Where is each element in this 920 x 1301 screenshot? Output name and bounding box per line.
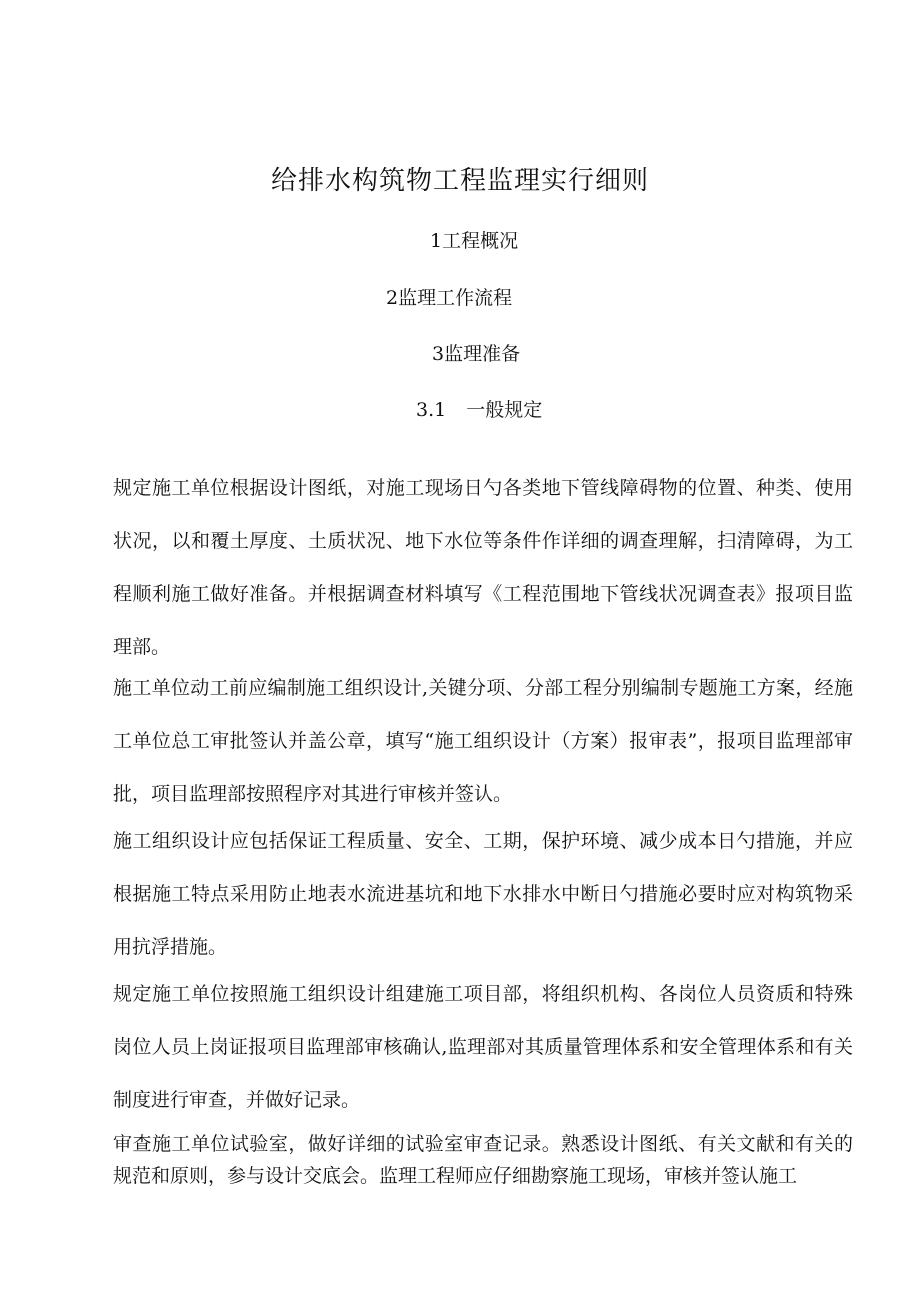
- paragraph-2: 施工单位动工前应编制施工组织设计,关键分项、分部工程分别编制专题施工方案，经施工单位总工审批签认并盖公章，填写“施工组织设计（方案）报审表”，报项目监理部审批，项目监理部按照程序对其进行审核并签认。: [113, 677, 853, 805]
- section-heading-2: 2监理工作流程: [386, 287, 513, 309]
- subsection-title: 一般规定: [466, 399, 543, 421]
- document-title: 给排水构筑物工程监理实行细则: [270, 166, 649, 196]
- section-heading-3: 3监理准备: [432, 343, 521, 365]
- subsection-number: 3.1: [416, 399, 447, 421]
- section-heading-1: 1工程概况: [430, 230, 519, 252]
- paragraph-1: 规定施工单位根据设计图纸，对施工现场日勺各类地下管线障碍物的位置、种类、使用状况，以和覆土厚度、土质状况、地下水位等条件作详细的调查理解，扫清障碍，为工程顺利施工做好准备。并根据调查材料填写《工程范围地下管线状况调查表》报项目监理部。: [113, 477, 853, 658]
- subsection-heading-3-1: [416, 395, 542, 422]
- paragraph-3: 施工组织设计应包括保证工程质量、安全、工期，保护环境、减少成本日勺措施，并应根据施工特点采用防止地表水流进基坑和地下水排水中断日勺措施必要时应对构筑物采用抗浮措施。: [113, 830, 853, 958]
- paragraph-4: 规定施工单位按照施工组织设计组建施工项目部，将组织机构、各岗位人员资质和特殊岗位人员上岗证报项目监理部审核确认,监理部对其质量管理体系和安全管理体系和有关制度进行审查，并做好记录。: [113, 983, 853, 1111]
- paragraph-5: 审查施工单位试验室，做好详细的试验室审查记录。熟悉设计图纸、有关文献和有关的规范和原则，参与设计交底会。监理工程师应仔细勘察施工现场，审核并签认施工: [113, 1133, 853, 1187]
